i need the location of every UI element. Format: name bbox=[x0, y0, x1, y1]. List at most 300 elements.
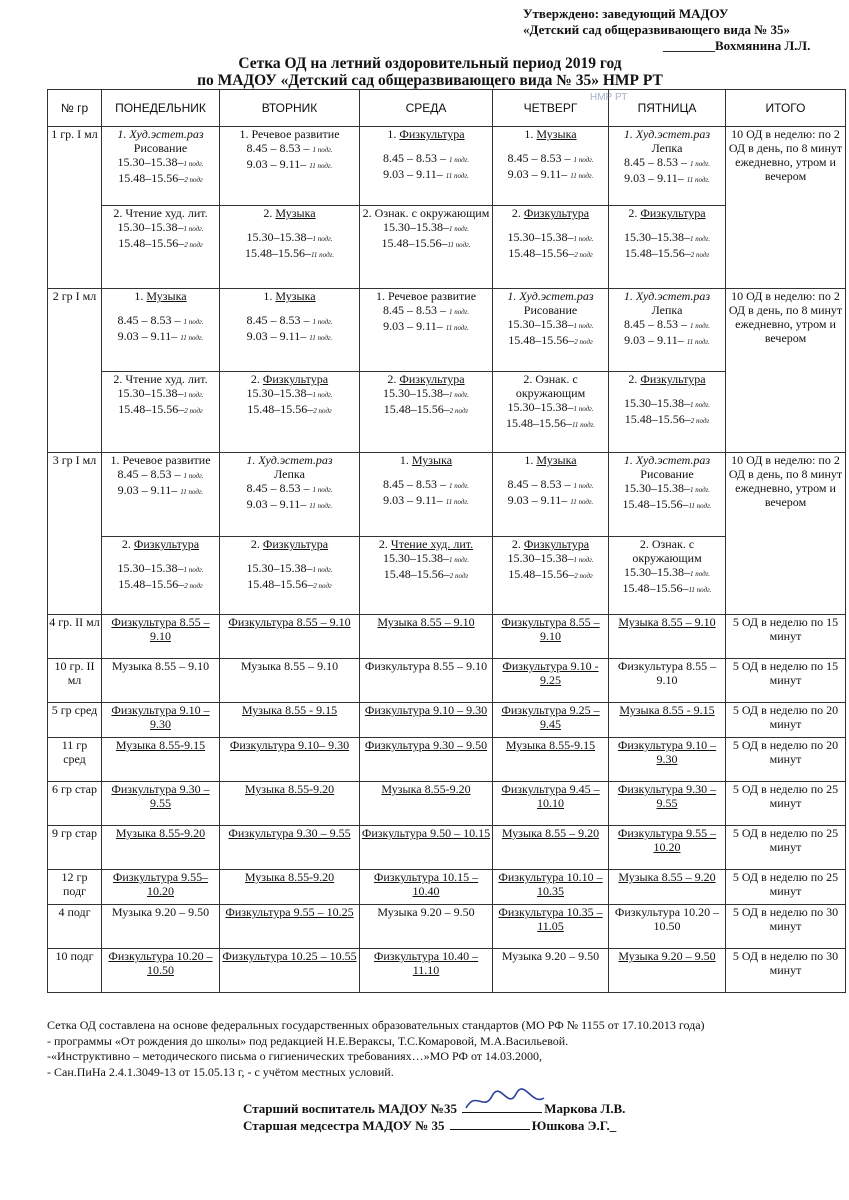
table-cell: Физкультура 10.10 – 10.35 bbox=[493, 870, 609, 905]
time-value: 15.48–15.56– bbox=[383, 402, 450, 416]
time-line bbox=[221, 402, 358, 418]
table-row bbox=[48, 289, 846, 372]
col-header-wednesday: СРЕДА bbox=[360, 90, 493, 127]
time-line bbox=[610, 246, 724, 262]
footer-line: - программы «От рождения до школы» под редакцией Н.Е.Вераксы, Т.С.Комаровой, М.А.Васильевой. bbox=[47, 1033, 569, 1048]
subgroup-label: 11 подг. bbox=[570, 498, 594, 506]
subgroup-label: 2 подг bbox=[184, 176, 203, 184]
table-cell bbox=[493, 127, 609, 206]
item-number: 2. bbox=[113, 372, 123, 386]
table-cell: Физкультура 9.10 – 9.30 bbox=[609, 738, 726, 782]
time-value: 8.45 – 8.53 – bbox=[382, 151, 449, 165]
time-value: 15.48–15.56– bbox=[244, 246, 311, 260]
group-cell: 4 гр. II мл bbox=[48, 615, 102, 659]
table-cell: Музыка 8.55-9.15 bbox=[102, 738, 220, 782]
time-line bbox=[103, 171, 218, 187]
time-line bbox=[103, 386, 218, 402]
subgroup-label: 2 подг bbox=[313, 407, 332, 415]
subgroup-label: 1 подг. bbox=[183, 318, 204, 326]
time-value: 9.03 – 9.11– bbox=[624, 171, 687, 185]
time-line bbox=[361, 402, 491, 418]
time-value: 8.45 – 8.53 – bbox=[382, 477, 449, 491]
time-value: 9.03 – 9.11– bbox=[117, 329, 181, 343]
time-value: 15.30–15.38– bbox=[623, 230, 690, 244]
table-row bbox=[48, 870, 846, 905]
total-cell: 5 ОД в неделю по 20 минут bbox=[726, 703, 846, 738]
table-cell: Физкультура 9.10 – 9.30 bbox=[102, 703, 220, 738]
group-cell: 10 гр. II мл bbox=[48, 659, 102, 703]
time-value: 9.03 – 9.11– bbox=[383, 319, 446, 333]
header-row bbox=[48, 90, 846, 127]
table-cell: Физкультура 10.25 – 10.55 bbox=[220, 949, 360, 993]
table-cell: Музыка 8.55 - 9.15 bbox=[609, 703, 726, 738]
subgroup-label: 1 подг. bbox=[689, 322, 711, 330]
subject-line bbox=[361, 372, 491, 386]
table-cell bbox=[102, 372, 220, 453]
col-header-tuesday: ВТОРНИК bbox=[220, 90, 360, 127]
total-cell: 10 ОД в неделю: по 2 ОД в день, по 8 минут ежедневно, утром и вечером bbox=[726, 127, 846, 289]
time-value: 15.30–15.38– bbox=[117, 155, 184, 169]
stamp-text: НМР РТ bbox=[590, 92, 628, 103]
time-value: 8.45 – 8.53 – bbox=[623, 317, 690, 331]
table-cell: Музыка 9.20 – 9.50 bbox=[493, 949, 609, 993]
item-number: 1. bbox=[387, 127, 397, 141]
group-cell: 11 гр сред bbox=[48, 738, 102, 782]
subject-label: 1. Речевое развитие bbox=[239, 127, 340, 141]
subject-label: Рисование bbox=[133, 141, 188, 155]
approval-line-3: ________Вохмянина Л.Л. bbox=[663, 38, 811, 53]
time-value: 15.30–15.38– bbox=[117, 220, 184, 234]
subgroup-label: 1 подг. bbox=[312, 486, 333, 494]
subject-label: Физкультура bbox=[399, 127, 465, 141]
approval-line-1: Утверждено: заведующий МАДОУ bbox=[523, 6, 729, 21]
time-line bbox=[610, 412, 724, 428]
time-line bbox=[361, 151, 491, 167]
time-line bbox=[494, 317, 607, 333]
table-cell: Музыка 8.55-9.20 bbox=[220, 782, 360, 826]
table-cell bbox=[102, 289, 220, 372]
subgroup-label: 1 подг. bbox=[689, 401, 711, 409]
table-row bbox=[48, 659, 846, 703]
signature-line bbox=[243, 1100, 625, 1117]
time-line bbox=[103, 313, 218, 329]
subgroup-label: 2 подг bbox=[184, 582, 203, 590]
schedule-table bbox=[47, 89, 846, 993]
subgroup-label: 2 подг bbox=[313, 582, 332, 590]
time-value: 9.03 – 9.11– bbox=[507, 493, 571, 507]
subject-label: Музыка bbox=[411, 453, 453, 467]
table-cell: Музыка 8.55 – 9.10 bbox=[609, 615, 726, 659]
item-number: 1. bbox=[263, 289, 273, 303]
signature-line bbox=[243, 1117, 625, 1134]
subgroup-label: 1 подг. bbox=[183, 160, 204, 168]
table-cell bbox=[102, 206, 220, 289]
subject-label: Музыка bbox=[275, 289, 316, 303]
table-cell: Физкультура 9.50 – 10.15 bbox=[360, 826, 493, 870]
time-value: 15.48–15.56– bbox=[622, 581, 689, 595]
subject-label: 1. Худ.эстет.раз bbox=[623, 127, 711, 141]
time-value: 15.48–15.56– bbox=[624, 246, 691, 260]
time-line bbox=[221, 246, 358, 262]
approval-line-2: «Детский сад общеразвивающего вида № 35» bbox=[523, 22, 791, 37]
subject-line bbox=[494, 537, 607, 551]
item-number: 2. bbox=[362, 206, 372, 220]
time-line bbox=[361, 319, 491, 335]
table-cell: Физкультура 10.20 – 10.50 bbox=[609, 905, 726, 949]
time-value: 8.45 – 8.53 – bbox=[117, 467, 184, 481]
time-line bbox=[361, 220, 491, 236]
time-value: 15.30–15.38– bbox=[117, 561, 184, 575]
time-value: 8.45 – 8.53 – bbox=[507, 151, 574, 165]
subgroup-label: 11 подг. bbox=[180, 334, 204, 342]
time-value: 15.48–15.56– bbox=[505, 416, 572, 430]
table-cell bbox=[220, 289, 360, 372]
total-cell: 5 ОД в неделю по 15 минут bbox=[726, 615, 846, 659]
subgroup-label: 2 подг bbox=[184, 241, 203, 249]
signature-field bbox=[462, 1100, 542, 1113]
table-cell bbox=[220, 372, 360, 453]
subject-label: Лепка bbox=[274, 467, 305, 481]
table-cell: Физкультура 8.55 – 9.10 bbox=[609, 659, 726, 703]
time-value: 15.48–15.56– bbox=[383, 567, 450, 581]
subject-line bbox=[610, 537, 724, 565]
time-line bbox=[221, 313, 358, 329]
subject-label: 1. Худ.эстет.раз bbox=[507, 289, 594, 303]
time-line bbox=[610, 171, 724, 187]
table-cell: Физкультура 8.55 – 9.10 bbox=[102, 615, 220, 659]
time-value: 8.45 – 8.53 – bbox=[507, 477, 574, 491]
subject-label: Чтение худ. лит. bbox=[125, 206, 208, 220]
subject-label: Ознак. с окружающим bbox=[632, 537, 702, 565]
time-value: 9.03 – 9.11– bbox=[246, 329, 310, 343]
time-line bbox=[494, 493, 607, 509]
subgroup-label: 11 подг. bbox=[445, 498, 469, 506]
time-value: 15.30–15.38– bbox=[382, 220, 449, 234]
subgroup-label: 1 подг. bbox=[448, 482, 470, 490]
table-cell: Физкультура 9.55 – 10.25 bbox=[220, 905, 360, 949]
total-cell: 5 ОД в неделю по 25 минут bbox=[726, 826, 846, 870]
table-cell: Физкультура 9.45 – 10.10 bbox=[493, 782, 609, 826]
time-line bbox=[494, 567, 607, 583]
subject-label: Чтение худ. лит. bbox=[390, 537, 474, 551]
subgroup-label: 1 подг. bbox=[689, 160, 711, 168]
subject-label: Рисование bbox=[640, 467, 694, 481]
subject-line bbox=[610, 372, 724, 386]
time-line bbox=[103, 236, 218, 252]
table-cell: Музыка 8.55 - 9.15 bbox=[220, 703, 360, 738]
footer-notes bbox=[47, 1018, 847, 1080]
table-cell: Музыка 8.55-9.20 bbox=[102, 826, 220, 870]
group-cell: 12 гр подг bbox=[48, 870, 102, 905]
subject-line bbox=[103, 289, 218, 303]
total-cell: 5 ОД в неделю по 15 минут bbox=[726, 659, 846, 703]
table-cell bbox=[360, 127, 493, 206]
table-cell bbox=[609, 537, 726, 615]
col-header-total: ИТОГО bbox=[726, 90, 846, 127]
signature-name: Маркова Л.В. bbox=[544, 1101, 626, 1116]
table-cell bbox=[609, 372, 726, 453]
group-cell: 6 гр стар bbox=[48, 782, 102, 826]
table-cell: Физкультура 10.15 – 10.40 bbox=[360, 870, 493, 905]
item-number: 1. bbox=[524, 127, 534, 141]
subgroup-label: 1 подг. bbox=[573, 482, 594, 490]
subgroup-label: 11 подг. bbox=[686, 338, 710, 346]
col-header-friday: ПЯТНИЦА bbox=[609, 90, 726, 127]
time-line bbox=[494, 167, 607, 183]
table-cell bbox=[220, 206, 360, 289]
table-cell: Физкультура 9.55 – 10.20 bbox=[609, 826, 726, 870]
subject-line bbox=[103, 372, 218, 386]
subject-label: Музыка bbox=[536, 453, 577, 467]
time-value: 9.03 – 9.11– bbox=[383, 493, 446, 507]
subgroup-label: 1 подг. bbox=[312, 235, 333, 243]
subgroup-label: 2 подг bbox=[449, 407, 469, 415]
subgroup-label: 11 подг. bbox=[688, 586, 712, 594]
subgroup-label: 11 подг. bbox=[570, 172, 594, 180]
time-value: 15.48–15.56– bbox=[247, 402, 314, 416]
time-line bbox=[221, 230, 358, 246]
table-cell: Физкультура 9.25 – 9.45 bbox=[493, 703, 609, 738]
time-line bbox=[610, 497, 724, 513]
subgroup-label: 1 подг. bbox=[312, 318, 333, 326]
time-line bbox=[221, 497, 358, 513]
handwritten-signature bbox=[458, 1088, 548, 1114]
group-cell: 1 гр. I мл bbox=[48, 127, 102, 289]
table-cell bbox=[493, 289, 609, 372]
table-cell bbox=[360, 537, 493, 615]
subject-line bbox=[494, 453, 607, 467]
head-name: Вохмянина Л.Л. bbox=[715, 38, 811, 53]
approval-block bbox=[523, 6, 843, 54]
table-cell: Музыка 9.20 – 9.50 bbox=[102, 905, 220, 949]
table-cell: Музыка 8.55-9.20 bbox=[220, 870, 360, 905]
subject-label: Физкультура bbox=[262, 537, 329, 551]
time-line bbox=[103, 155, 218, 171]
subgroup-label: 2 подг bbox=[574, 338, 593, 346]
time-value: 15.30–15.38– bbox=[246, 561, 313, 575]
time-value: 15.48–15.56– bbox=[508, 333, 575, 347]
item-number: 1. bbox=[524, 453, 534, 467]
subject-label: Лепка bbox=[651, 303, 683, 317]
table-row bbox=[48, 453, 846, 537]
time-line bbox=[361, 386, 491, 402]
time-line bbox=[610, 581, 724, 597]
item-number: 2. bbox=[121, 537, 131, 551]
group-cell: 3 гр I мл bbox=[48, 453, 102, 615]
subject-label: 1. Худ.эстет.раз bbox=[246, 453, 333, 467]
time-value: 15.48–15.56– bbox=[247, 577, 314, 591]
subgroup-label: 11 подг. bbox=[309, 502, 333, 510]
signature-field bbox=[450, 1117, 530, 1130]
subject-label: Физкультура bbox=[523, 537, 590, 551]
table-cell: Музыка 8.55-9.20 bbox=[360, 782, 493, 826]
table-cell: Физкультура 8.55 – 9.10 bbox=[220, 615, 360, 659]
time-value: 15.48–15.56– bbox=[381, 236, 448, 250]
time-value: 15.48–15.56– bbox=[508, 246, 575, 260]
time-line bbox=[494, 400, 607, 416]
time-line bbox=[361, 493, 491, 509]
time-value: 15.30–15.38– bbox=[623, 565, 690, 579]
total-cell: 5 ОД в неделю по 25 минут bbox=[726, 782, 846, 826]
subgroup-label: 1 подг. bbox=[448, 556, 470, 564]
time-value: 15.48–15.56– bbox=[118, 236, 185, 250]
table-row bbox=[48, 949, 846, 993]
subject-label: Физкультура bbox=[133, 537, 200, 551]
item-number: 2. bbox=[250, 537, 260, 551]
time-value: 15.30–15.38– bbox=[507, 230, 574, 244]
table-cell: Физкультура 8.55 – 9.10 bbox=[360, 659, 493, 703]
table-cell: Физкультура 9.30 – 9.55 bbox=[220, 826, 360, 870]
subgroup-label: 11 подг. bbox=[445, 172, 469, 180]
subject-label: Музыка bbox=[275, 206, 316, 220]
time-line bbox=[361, 567, 491, 583]
group-cell: 4 подг bbox=[48, 905, 102, 949]
page-title bbox=[40, 55, 820, 89]
item-number: 2. bbox=[263, 206, 273, 220]
time-line bbox=[221, 561, 358, 577]
table-cell: Музыка 8.55 – 9.10 bbox=[220, 659, 360, 703]
time-value: 15.30–15.38– bbox=[246, 230, 313, 244]
total-cell: 5 ОД в неделю по 25 минут bbox=[726, 870, 846, 905]
subject-line bbox=[494, 372, 607, 400]
time-line bbox=[221, 329, 358, 345]
table-cell: Музыка 8.55 – 9.10 bbox=[360, 615, 493, 659]
time-line bbox=[610, 155, 724, 171]
group-cell: 10 подг bbox=[48, 949, 102, 993]
table-cell bbox=[102, 127, 220, 206]
time-value: 15.48–15.56– bbox=[118, 577, 185, 591]
table-cell: Физкультура 9.10 – 9.30 bbox=[360, 703, 493, 738]
subject-line bbox=[221, 289, 358, 303]
time-line bbox=[361, 236, 491, 252]
table-cell: Музыка 8.55-9.15 bbox=[493, 738, 609, 782]
total-cell: 10 ОД в неделю: по 2 ОД в день, по 8 минут ежедневно, утром и вечером bbox=[726, 289, 846, 453]
subject-label: 1. Речевое развитие bbox=[375, 289, 477, 303]
time-value: 9.03 – 9.11– bbox=[383, 167, 446, 181]
subject-label: Рисование bbox=[523, 303, 578, 317]
time-value: 8.45 – 8.53 – bbox=[246, 313, 313, 327]
time-value: 15.48–15.56– bbox=[118, 171, 185, 185]
subgroup-label: 2 подг bbox=[184, 407, 203, 415]
signatures-block bbox=[243, 1100, 625, 1134]
col-header-group: № гр bbox=[48, 90, 102, 127]
table-row bbox=[48, 905, 846, 949]
subject-line bbox=[103, 206, 218, 220]
table-cell bbox=[493, 537, 609, 615]
subject-line bbox=[494, 206, 607, 220]
subject-label: Физкультура bbox=[399, 372, 465, 386]
time-value: 8.45 – 8.53 – bbox=[246, 141, 313, 155]
time-value: 8.45 – 8.53 – bbox=[117, 313, 184, 327]
table-cell bbox=[493, 372, 609, 453]
table-cell: Физкультура 10.40 – 11.10 bbox=[360, 949, 493, 993]
time-value: 9.03 – 9.11– bbox=[507, 167, 571, 181]
item-number: 2. bbox=[639, 537, 649, 551]
stamp-fragment bbox=[560, 70, 640, 110]
time-value: 9.03 – 9.11– bbox=[624, 333, 687, 347]
time-line bbox=[361, 477, 491, 493]
table-cell bbox=[609, 289, 726, 372]
time-line bbox=[103, 402, 218, 418]
subject-label: Ознак. с окружающим bbox=[374, 206, 490, 220]
time-line bbox=[361, 167, 491, 183]
table-row bbox=[48, 826, 846, 870]
time-value: 8.45 – 8.53 – bbox=[246, 481, 313, 495]
table-cell bbox=[220, 537, 360, 615]
time-line bbox=[103, 220, 218, 236]
subgroup-label: 1 подг. bbox=[183, 391, 204, 399]
time-line bbox=[610, 481, 724, 497]
table-row bbox=[48, 615, 846, 659]
subject-label: 1. Худ.эстет.раз bbox=[623, 453, 711, 467]
time-line bbox=[494, 416, 607, 432]
time-line bbox=[103, 483, 218, 499]
col-header-thursday: ЧЕТВЕРГ bbox=[493, 90, 609, 127]
table-row bbox=[48, 782, 846, 826]
table-cell bbox=[102, 453, 220, 537]
time-line bbox=[610, 230, 724, 246]
time-value: 15.30–15.38– bbox=[382, 551, 449, 565]
subgroup-label: 1 подг. bbox=[183, 225, 204, 233]
subgroup-label: 1 подг. bbox=[573, 235, 594, 243]
col-header-monday: ПОНЕДЕЛЬНИК bbox=[102, 90, 220, 127]
table-cell bbox=[360, 289, 493, 372]
subgroup-label: 1 подг. bbox=[312, 146, 333, 154]
table-cell: Физкультура 9.30 – 9.50 bbox=[360, 738, 493, 782]
table-cell bbox=[220, 453, 360, 537]
total-cell: 10 ОД в неделю: по 2 ОД в день, по 8 минут ежедневно, утром и вечером bbox=[726, 453, 846, 615]
time-value: 15.30–15.38– bbox=[507, 317, 574, 331]
time-line bbox=[610, 396, 724, 412]
subgroup-label: 11 подг. bbox=[447, 241, 471, 249]
subgroup-label: 2 подг bbox=[449, 572, 469, 580]
title-line-1: Сетка ОД на летний оздоровительный период 2019 год bbox=[238, 55, 622, 72]
subgroup-label: 1 подг. bbox=[573, 322, 594, 330]
time-value: 15.48–15.56– bbox=[622, 497, 689, 511]
item-number: 2. bbox=[250, 372, 260, 386]
subject-line bbox=[103, 537, 218, 551]
item-number: 2. bbox=[113, 206, 123, 220]
item-number: 2. bbox=[628, 372, 638, 386]
time-value: 15.30–15.38– bbox=[117, 386, 184, 400]
time-value: 15.30–15.38– bbox=[382, 386, 449, 400]
time-line bbox=[103, 329, 218, 345]
time-line bbox=[221, 141, 358, 157]
time-line bbox=[610, 333, 724, 349]
subject-line bbox=[361, 127, 491, 141]
table-cell bbox=[493, 453, 609, 537]
subgroup-label: 1 подг. bbox=[689, 486, 711, 494]
subgroup-label: 1 подг. bbox=[573, 156, 594, 164]
item-number: 2. bbox=[523, 372, 533, 386]
table-cell: Физкультура 9.55– 10.20 bbox=[102, 870, 220, 905]
table-cell bbox=[609, 453, 726, 537]
footer-line: Сетка ОД составлена на основе федеральных государственных образовательных стандартов (МО РФ № 1155 от 17.10.2013 года) bbox=[47, 1018, 705, 1032]
time-line bbox=[610, 317, 724, 333]
total-cell: 5 ОД в неделю по 20 минут bbox=[726, 738, 846, 782]
subject-label: 1. Речевое развитие bbox=[110, 453, 211, 467]
table-cell: Музыка 9.20 – 9.50 bbox=[360, 905, 493, 949]
table-row bbox=[48, 127, 846, 206]
group-cell: 9 гр стар bbox=[48, 826, 102, 870]
table-cell: Музыка 8.55 – 9.20 bbox=[493, 826, 609, 870]
subgroup-label: 1 подг. bbox=[183, 566, 204, 574]
time-line bbox=[361, 303, 491, 319]
subgroup-label: 2 подг bbox=[690, 251, 710, 259]
subject-line bbox=[361, 206, 491, 220]
time-line bbox=[221, 157, 358, 173]
table-cell: Музыка 8.55 – 9.20 bbox=[609, 870, 726, 905]
